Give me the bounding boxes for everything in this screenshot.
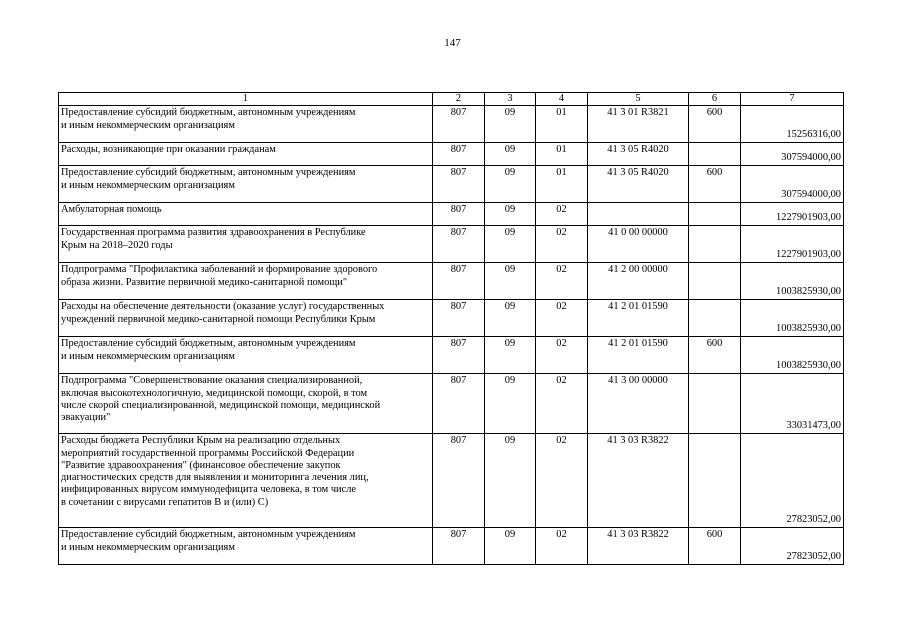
- code-ministry: 807: [433, 263, 485, 300]
- table-row: [59, 528, 844, 565]
- code-section: 09: [485, 528, 536, 565]
- code-ministry: 807: [433, 203, 485, 226]
- table-row: [59, 434, 844, 528]
- code-expense-type: 600: [689, 106, 741, 143]
- page-number: 147: [444, 37, 461, 49]
- row-amount: 1003825930,00: [741, 263, 844, 300]
- code-ministry: 807: [433, 528, 485, 565]
- row-amount: 1003825930,00: [741, 337, 844, 374]
- code-subsection: 02: [536, 337, 588, 374]
- row-description: Подпрограмма "Профилактика заболеваний и формирование здорового образа жизни. Развитие первичной медико-санитарной помощи": [59, 263, 433, 300]
- code-subsection: 02: [536, 300, 588, 337]
- code-expense-type: [689, 226, 741, 263]
- code-section: 09: [485, 143, 536, 166]
- table-row: [59, 166, 844, 203]
- row-description: Предоставление субсидий бюджетным, автономным учреждениям и иным некоммерческим организациям: [59, 106, 433, 143]
- code-expense-type: [689, 203, 741, 226]
- code-target-article: 41 2 01 01590: [588, 337, 689, 374]
- code-target-article: [588, 203, 689, 226]
- table-row: [59, 374, 844, 434]
- row-description: Государственная программа развития здравоохранения в Республике Крым на 2018–2020 годы: [59, 226, 433, 263]
- code-section: 09: [485, 226, 536, 263]
- code-ministry: 807: [433, 434, 485, 528]
- code-ministry: 807: [433, 143, 485, 166]
- code-expense-type: [689, 263, 741, 300]
- table-row: [59, 337, 844, 374]
- column-header: 1: [59, 93, 433, 106]
- code-expense-type: [689, 300, 741, 337]
- code-expense-type: [689, 434, 741, 528]
- table-row: [59, 143, 844, 166]
- code-ministry: 807: [433, 226, 485, 263]
- code-expense-type: [689, 143, 741, 166]
- row-amount: 27823052,00: [741, 434, 844, 528]
- table-row: [59, 106, 844, 143]
- code-section: 09: [485, 434, 536, 528]
- code-target-article: 41 2 00 00000: [588, 263, 689, 300]
- row-amount: 15256316,00: [741, 106, 844, 143]
- code-ministry: 807: [433, 374, 485, 434]
- code-section: 09: [485, 337, 536, 374]
- table-row: [59, 263, 844, 300]
- code-subsection: 02: [536, 374, 588, 434]
- code-ministry: 807: [433, 337, 485, 374]
- code-subsection: 02: [536, 434, 588, 528]
- code-subsection: 01: [536, 166, 588, 203]
- code-subsection: 02: [536, 528, 588, 565]
- row-description: Подпрограмма "Совершенствование оказания специализированной, включая высокотехнологичную, медицинской помощи, скорой, в том числе скорой специализированной, медицинской помощи, медицинской эвакуации": [59, 374, 433, 434]
- code-section: 09: [485, 374, 536, 434]
- code-expense-type: 600: [689, 528, 741, 565]
- row-description: Предоставление субсидий бюджетным, автономным учреждениям и иным некоммерческим организациям: [59, 337, 433, 374]
- code-target-article: 41 3 05 R4020: [588, 143, 689, 166]
- row-amount: 1003825930,00: [741, 300, 844, 337]
- code-target-article: 41 3 01 R3821: [588, 106, 689, 143]
- code-subsection: 02: [536, 226, 588, 263]
- table-header-row: [59, 93, 844, 106]
- budget-table: [58, 92, 844, 565]
- row-amount: 1227901903,00: [741, 226, 844, 263]
- code-ministry: 807: [433, 300, 485, 337]
- row-amount: 307594000,00: [741, 143, 844, 166]
- code-subsection: 02: [536, 203, 588, 226]
- row-amount: 33031473,00: [741, 374, 844, 434]
- code-expense-type: 600: [689, 337, 741, 374]
- code-section: 09: [485, 263, 536, 300]
- table-row: [59, 300, 844, 337]
- row-amount: 27823052,00: [741, 528, 844, 565]
- code-target-article: 41 3 03 R3822: [588, 528, 689, 565]
- code-target-article: 41 3 05 R4020: [588, 166, 689, 203]
- row-description: Амбулаторная помощь: [59, 203, 433, 226]
- table-row: [59, 226, 844, 263]
- code-subsection: 01: [536, 143, 588, 166]
- column-header: 6: [689, 93, 741, 106]
- column-header: 3: [485, 93, 536, 106]
- code-subsection: 01: [536, 106, 588, 143]
- code-expense-type: [689, 374, 741, 434]
- code-target-article: 41 0 00 00000: [588, 226, 689, 263]
- column-header: 4: [536, 93, 588, 106]
- code-section: 09: [485, 166, 536, 203]
- code-target-article: 41 3 03 R3822: [588, 434, 689, 528]
- code-section: 09: [485, 106, 536, 143]
- code-expense-type: 600: [689, 166, 741, 203]
- code-target-article: 41 2 01 01590: [588, 300, 689, 337]
- column-header: 5: [588, 93, 689, 106]
- code-target-article: 41 3 00 00000: [588, 374, 689, 434]
- row-amount: 1227901903,00: [741, 203, 844, 226]
- code-ministry: 807: [433, 166, 485, 203]
- code-section: 09: [485, 300, 536, 337]
- code-section: 09: [485, 203, 536, 226]
- row-description: Расходы, возникающие при оказании гражданам: [59, 143, 433, 166]
- code-ministry: 807: [433, 106, 485, 143]
- row-description: Расходы бюджета Республики Крым на реализацию отдельных мероприятий государственной программы Российской Федерации "Развитие здравоохранения" (финансовое обеспечение закупок диагностических средств для выявления и мониторинга лечения лиц, инфицированных вирусом иммунодефицита человека, в том числе в сочетании с вирусами гепатитов В и (или) С): [59, 434, 433, 528]
- row-description: Предоставление субсидий бюджетным, автономным учреждениям и иным некоммерческим организациям: [59, 166, 433, 203]
- code-subsection: 02: [536, 263, 588, 300]
- column-header: 7: [741, 93, 844, 106]
- row-description: Предоставление субсидий бюджетным, автономным учреждениям и иным некоммерческим организациям: [59, 528, 433, 565]
- row-description: Расходы на обеспечение деятельности (оказание услуг) государственных учреждений первичной медико-санитарной помощи Республики Крым: [59, 300, 433, 337]
- table-row: [59, 203, 844, 226]
- row-amount: 307594000,00: [741, 166, 844, 203]
- column-header: 2: [433, 93, 485, 106]
